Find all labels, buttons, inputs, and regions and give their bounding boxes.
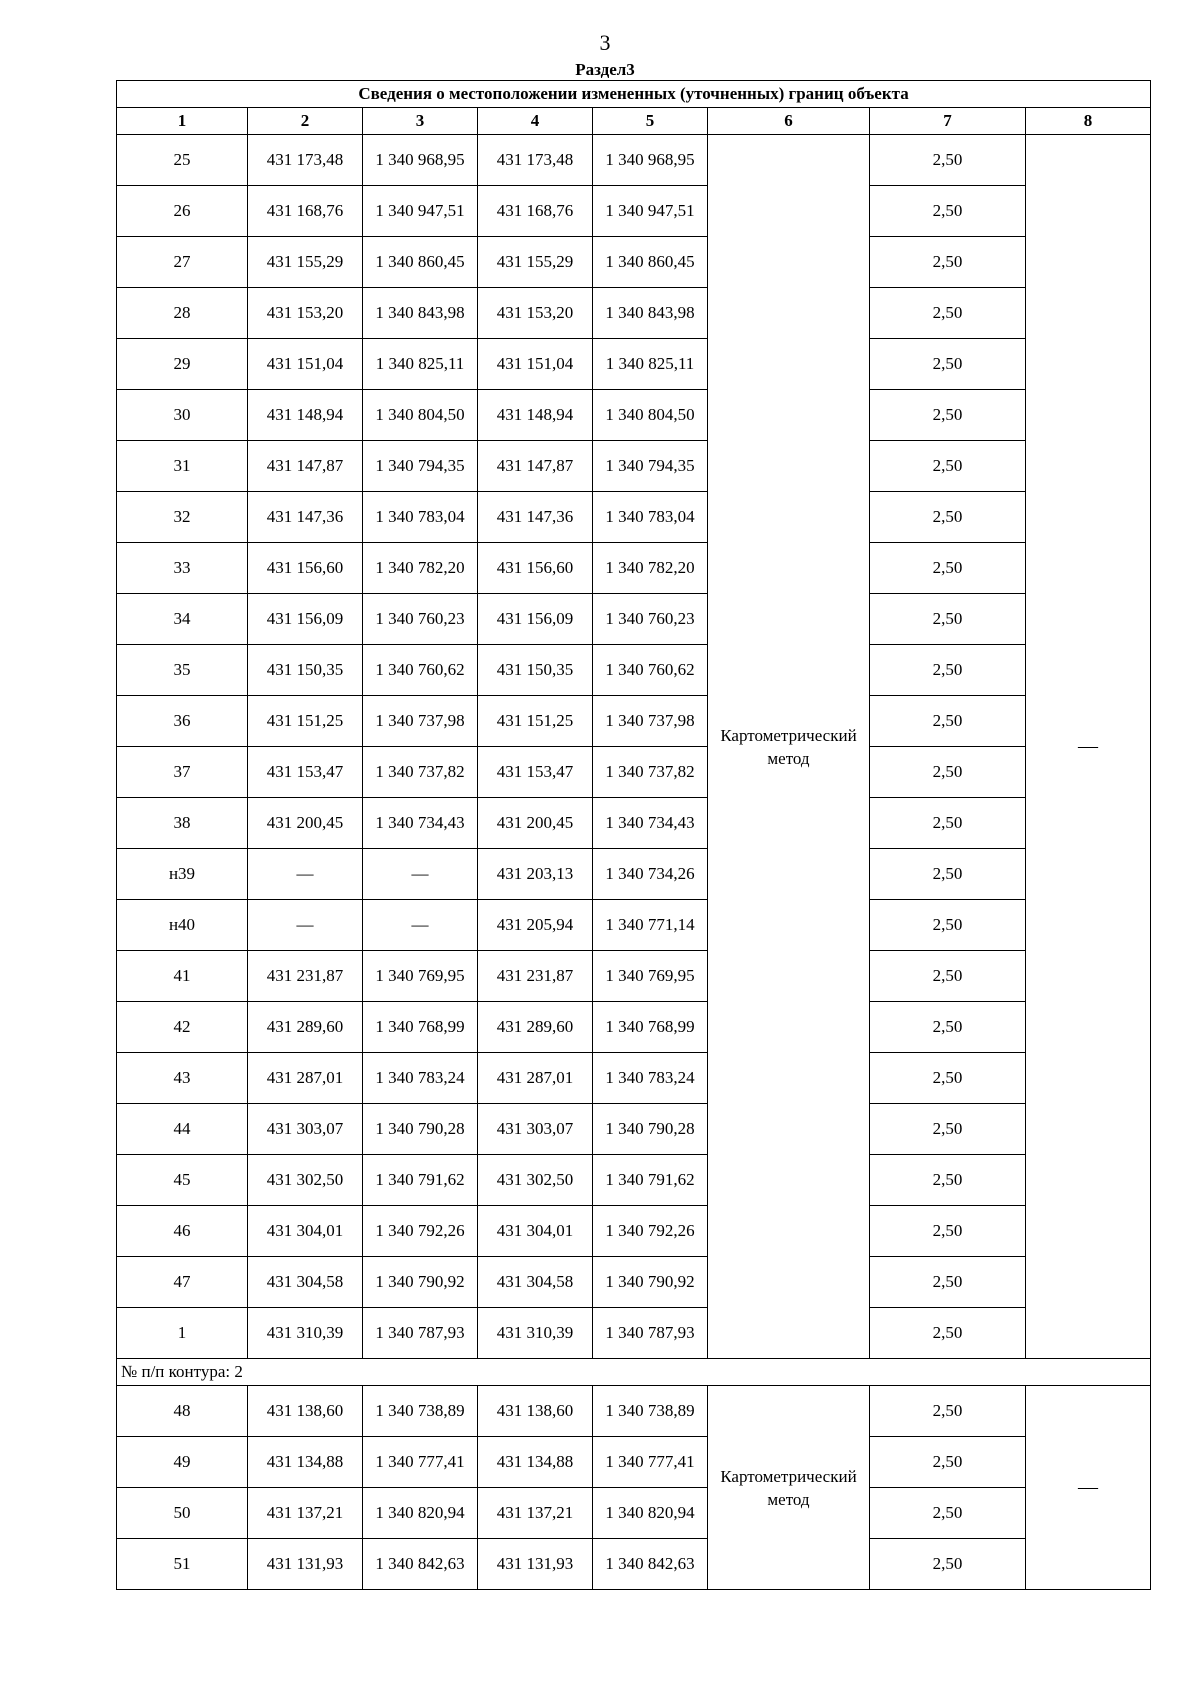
- point-number-cell: 30: [117, 390, 248, 441]
- new-y-cell: 1 340 777,41: [593, 1437, 708, 1488]
- old-y-cell: 1 340 738,89: [363, 1386, 478, 1437]
- old-y-cell: 1 340 804,50: [363, 390, 478, 441]
- new-x-cell: 431 200,45: [478, 798, 593, 849]
- new-y-cell: 1 340 860,45: [593, 237, 708, 288]
- table-row: [117, 900, 1151, 951]
- point-number-cell: 42: [117, 1002, 248, 1053]
- accuracy-cell: 2,50: [870, 1104, 1026, 1155]
- table-row: [117, 390, 1151, 441]
- old-x-cell: 431 304,58: [248, 1257, 363, 1308]
- new-x-cell: 431 137,21: [478, 1488, 593, 1539]
- accuracy-cell: 2,50: [870, 441, 1026, 492]
- old-x-cell: 431 156,09: [248, 594, 363, 645]
- point-number-cell: 35: [117, 645, 248, 696]
- new-x-cell: 431 131,93: [478, 1539, 593, 1590]
- new-x-cell: 431 304,58: [478, 1257, 593, 1308]
- old-x-cell: 431 137,21: [248, 1488, 363, 1539]
- table-row: [117, 798, 1151, 849]
- table-row: [117, 237, 1151, 288]
- table-row: [117, 1386, 1151, 1437]
- accuracy-cell: 2,50: [870, 390, 1026, 441]
- new-x-cell: 431 310,39: [478, 1308, 593, 1359]
- accuracy-cell: 2,50: [870, 1437, 1026, 1488]
- new-x-cell: 431 203,13: [478, 849, 593, 900]
- point-number-cell: 27: [117, 237, 248, 288]
- table-row: [117, 951, 1151, 1002]
- method-cell: Картометрический метод: [708, 135, 870, 1359]
- new-x-cell: 431 304,01: [478, 1206, 593, 1257]
- new-y-cell: 1 340 734,26: [593, 849, 708, 900]
- point-number-cell: 25: [117, 135, 248, 186]
- column-header: 6: [708, 108, 870, 135]
- new-y-cell: 1 340 782,20: [593, 543, 708, 594]
- point-number-cell: 44: [117, 1104, 248, 1155]
- old-y-cell: 1 340 783,04: [363, 492, 478, 543]
- accuracy-cell: 2,50: [870, 1488, 1026, 1539]
- accuracy-cell: 2,50: [870, 1308, 1026, 1359]
- new-y-cell: 1 340 760,62: [593, 645, 708, 696]
- new-x-cell: 431 155,29: [478, 237, 593, 288]
- point-number-cell: 45: [117, 1155, 248, 1206]
- old-y-cell: 1 340 787,93: [363, 1308, 478, 1359]
- point-number-cell: 28: [117, 288, 248, 339]
- point-number-cell: 32: [117, 492, 248, 543]
- old-x-cell: 431 150,35: [248, 645, 363, 696]
- method-cell: Картометрический метод: [708, 1386, 870, 1590]
- old-y-cell: 1 340 820,94: [363, 1488, 478, 1539]
- new-y-cell: 1 340 842,63: [593, 1539, 708, 1590]
- column-header: 5: [593, 108, 708, 135]
- point-number-cell: 34: [117, 594, 248, 645]
- new-y-cell: 1 340 769,95: [593, 951, 708, 1002]
- new-x-cell: 431 138,60: [478, 1386, 593, 1437]
- accuracy-cell: 2,50: [870, 645, 1026, 696]
- old-y-cell: 1 340 843,98: [363, 288, 478, 339]
- new-y-cell: 1 340 947,51: [593, 186, 708, 237]
- column-header: 7: [870, 108, 1026, 135]
- contour-label: № п/п контура: 2: [117, 1359, 1151, 1386]
- accuracy-cell: 2,50: [870, 1386, 1026, 1437]
- point-number-cell: 29: [117, 339, 248, 390]
- new-x-cell: 431 205,94: [478, 900, 593, 951]
- point-number-cell: 38: [117, 798, 248, 849]
- new-x-cell: 431 151,25: [478, 696, 593, 747]
- table-row: [117, 1155, 1151, 1206]
- table-row: [117, 747, 1151, 798]
- accuracy-cell: 2,50: [870, 951, 1026, 1002]
- point-number-cell: 31: [117, 441, 248, 492]
- accuracy-cell: 2,50: [870, 900, 1026, 951]
- old-y-cell: 1 340 737,98: [363, 696, 478, 747]
- old-y-cell: —: [363, 849, 478, 900]
- page-number: 3: [599, 30, 611, 55]
- old-y-cell: 1 340 737,82: [363, 747, 478, 798]
- table-row: [117, 339, 1151, 390]
- new-x-cell: 431 168,76: [478, 186, 593, 237]
- table-row: [117, 849, 1151, 900]
- old-x-cell: 431 231,87: [248, 951, 363, 1002]
- old-y-cell: 1 340 777,41: [363, 1437, 478, 1488]
- column-header: 3: [363, 108, 478, 135]
- new-y-cell: 1 340 790,92: [593, 1257, 708, 1308]
- old-y-cell: 1 340 791,62: [363, 1155, 478, 1206]
- old-y-cell: 1 340 769,95: [363, 951, 478, 1002]
- new-y-cell: 1 340 825,11: [593, 339, 708, 390]
- point-number-cell: 47: [117, 1257, 248, 1308]
- table-row: [117, 1308, 1151, 1359]
- old-x-cell: 431 289,60: [248, 1002, 363, 1053]
- old-y-cell: 1 340 734,43: [363, 798, 478, 849]
- old-x-cell: 431 155,29: [248, 237, 363, 288]
- new-y-cell: 1 340 783,04: [593, 492, 708, 543]
- accuracy-cell: 2,50: [870, 492, 1026, 543]
- new-y-cell: 1 340 738,89: [593, 1386, 708, 1437]
- old-x-cell: 431 287,01: [248, 1053, 363, 1104]
- new-y-cell: 1 340 771,14: [593, 900, 708, 951]
- old-y-cell: 1 340 860,45: [363, 237, 478, 288]
- accuracy-cell: 2,50: [870, 543, 1026, 594]
- table-row: [117, 1488, 1151, 1539]
- old-x-cell: 431 156,60: [248, 543, 363, 594]
- table-row: [117, 1053, 1151, 1104]
- coordinates-table: [116, 80, 1151, 1590]
- old-y-cell: 1 340 783,24: [363, 1053, 478, 1104]
- accuracy-cell: 2,50: [870, 288, 1026, 339]
- table-row: [117, 1104, 1151, 1155]
- table-row: [117, 594, 1151, 645]
- accuracy-cell: 2,50: [870, 1257, 1026, 1308]
- old-y-cell: 1 340 794,35: [363, 441, 478, 492]
- column8-cell: —: [1026, 135, 1151, 1359]
- column-header: 2: [248, 108, 363, 135]
- point-number-cell: 49: [117, 1437, 248, 1488]
- accuracy-cell: 2,50: [870, 1002, 1026, 1053]
- old-y-cell: 1 340 790,28: [363, 1104, 478, 1155]
- new-x-cell: 431 231,87: [478, 951, 593, 1002]
- new-x-cell: 431 150,35: [478, 645, 593, 696]
- point-number-cell: 41: [117, 951, 248, 1002]
- table-row: [117, 492, 1151, 543]
- new-x-cell: 431 147,87: [478, 441, 593, 492]
- table-row: [117, 1539, 1151, 1590]
- old-y-cell: 1 340 792,26: [363, 1206, 478, 1257]
- new-y-cell: 1 340 768,99: [593, 1002, 708, 1053]
- new-x-cell: 431 302,50: [478, 1155, 593, 1206]
- table-row: [117, 1257, 1151, 1308]
- new-y-cell: 1 340 804,50: [593, 390, 708, 441]
- point-number-cell: 46: [117, 1206, 248, 1257]
- table-row: [117, 696, 1151, 747]
- old-x-cell: 431 148,94: [248, 390, 363, 441]
- point-number-cell: 26: [117, 186, 248, 237]
- point-number-cell: 37: [117, 747, 248, 798]
- new-y-cell: 1 340 760,23: [593, 594, 708, 645]
- old-x-cell: 431 134,88: [248, 1437, 363, 1488]
- new-y-cell: 1 340 737,98: [593, 696, 708, 747]
- accuracy-cell: 2,50: [870, 594, 1026, 645]
- new-y-cell: 1 340 843,98: [593, 288, 708, 339]
- column-header: 4: [478, 108, 593, 135]
- old-x-cell: 431 147,36: [248, 492, 363, 543]
- new-y-cell: 1 340 792,26: [593, 1206, 708, 1257]
- accuracy-cell: 2,50: [870, 1053, 1026, 1104]
- point-number-cell: н39: [117, 849, 248, 900]
- new-x-cell: 431 289,60: [478, 1002, 593, 1053]
- column-header: 1: [117, 108, 248, 135]
- new-x-cell: 431 303,07: [478, 1104, 593, 1155]
- old-x-cell: 431 151,04: [248, 339, 363, 390]
- new-x-cell: 431 156,09: [478, 594, 593, 645]
- accuracy-cell: 2,50: [870, 135, 1026, 186]
- point-number-cell: 50: [117, 1488, 248, 1539]
- accuracy-cell: 2,50: [870, 798, 1026, 849]
- accuracy-cell: 2,50: [870, 339, 1026, 390]
- old-x-cell: —: [248, 849, 363, 900]
- new-y-cell: 1 340 794,35: [593, 441, 708, 492]
- accuracy-cell: 2,50: [870, 237, 1026, 288]
- accuracy-cell: 2,50: [870, 186, 1026, 237]
- old-x-cell: 431 168,76: [248, 186, 363, 237]
- new-x-cell: 431 153,20: [478, 288, 593, 339]
- old-y-cell: 1 340 768,99: [363, 1002, 478, 1053]
- old-y-cell: 1 340 968,95: [363, 135, 478, 186]
- old-y-cell: 1 340 825,11: [363, 339, 478, 390]
- table-title: Сведения о местоположении измененных (уточненных) границ объекта: [117, 81, 1151, 108]
- table-row: [117, 288, 1151, 339]
- old-y-cell: 1 340 947,51: [363, 186, 478, 237]
- old-x-cell: 431 131,93: [248, 1539, 363, 1590]
- new-y-cell: 1 340 737,82: [593, 747, 708, 798]
- table-row: [117, 441, 1151, 492]
- old-y-cell: 1 340 790,92: [363, 1257, 478, 1308]
- point-number-cell: н40: [117, 900, 248, 951]
- column-header: 8: [1026, 108, 1151, 135]
- table-row: [117, 186, 1151, 237]
- old-x-cell: 431 153,20: [248, 288, 363, 339]
- old-x-cell: 431 304,01: [248, 1206, 363, 1257]
- old-x-cell: 431 138,60: [248, 1386, 363, 1437]
- old-y-cell: —: [363, 900, 478, 951]
- old-y-cell: 1 340 842,63: [363, 1539, 478, 1590]
- table-row: [117, 1206, 1151, 1257]
- point-number-cell: 48: [117, 1386, 248, 1437]
- column8-cell: —: [1026, 1386, 1151, 1590]
- new-x-cell: 431 287,01: [478, 1053, 593, 1104]
- new-y-cell: 1 340 734,43: [593, 798, 708, 849]
- point-number-cell: 33: [117, 543, 248, 594]
- old-x-cell: 431 151,25: [248, 696, 363, 747]
- accuracy-cell: 2,50: [870, 1155, 1026, 1206]
- old-x-cell: 431 310,39: [248, 1308, 363, 1359]
- old-x-cell: 431 173,48: [248, 135, 363, 186]
- table-row: [117, 135, 1151, 186]
- new-x-cell: 431 148,94: [478, 390, 593, 441]
- table-row: [117, 645, 1151, 696]
- new-x-cell: 431 153,47: [478, 747, 593, 798]
- old-x-cell: 431 302,50: [248, 1155, 363, 1206]
- new-x-cell: 431 173,48: [478, 135, 593, 186]
- new-y-cell: 1 340 791,62: [593, 1155, 708, 1206]
- point-number-cell: 1: [117, 1308, 248, 1359]
- new-y-cell: 1 340 790,28: [593, 1104, 708, 1155]
- old-x-cell: 431 200,45: [248, 798, 363, 849]
- table-row: [117, 1002, 1151, 1053]
- accuracy-cell: 2,50: [870, 696, 1026, 747]
- table-row: [117, 1437, 1151, 1488]
- new-x-cell: 431 134,88: [478, 1437, 593, 1488]
- old-y-cell: 1 340 760,23: [363, 594, 478, 645]
- new-y-cell: 1 340 968,95: [593, 135, 708, 186]
- accuracy-cell: 2,50: [870, 1539, 1026, 1590]
- new-y-cell: 1 340 820,94: [593, 1488, 708, 1539]
- accuracy-cell: 2,50: [870, 849, 1026, 900]
- new-x-cell: 431 151,04: [478, 339, 593, 390]
- new-x-cell: 431 147,36: [478, 492, 593, 543]
- point-number-cell: 43: [117, 1053, 248, 1104]
- new-y-cell: 1 340 783,24: [593, 1053, 708, 1104]
- old-x-cell: 431 147,87: [248, 441, 363, 492]
- section-label: Раздел3: [575, 60, 635, 79]
- old-y-cell: 1 340 760,62: [363, 645, 478, 696]
- new-x-cell: 431 156,60: [478, 543, 593, 594]
- old-x-cell: 431 303,07: [248, 1104, 363, 1155]
- point-number-cell: 51: [117, 1539, 248, 1590]
- point-number-cell: 36: [117, 696, 248, 747]
- new-y-cell: 1 340 787,93: [593, 1308, 708, 1359]
- old-x-cell: 431 153,47: [248, 747, 363, 798]
- accuracy-cell: 2,50: [870, 747, 1026, 798]
- table-row: [117, 543, 1151, 594]
- accuracy-cell: 2,50: [870, 1206, 1026, 1257]
- old-x-cell: —: [248, 900, 363, 951]
- old-y-cell: 1 340 782,20: [363, 543, 478, 594]
